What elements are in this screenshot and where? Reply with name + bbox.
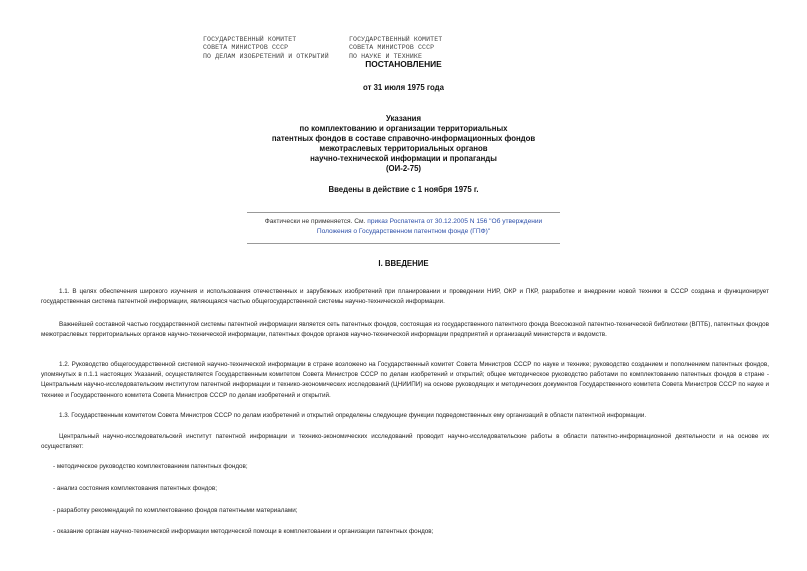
paragraph: 1.1. В целях обеспечения широкого изучения и использования отечественных и зарубежных изобретений при планировании и проведении НИР, ОКР и ПКР, разработке и внедрении новой техники в СССР создана и функционирует государственная система патентной информации, являющаяся частью общегосударственной системы научно-технической информации. [41,288,769,306]
issuer-left [203,36,329,61]
issuer-right-line: СОВЕТА МИНИСТРОВ СССР [349,44,435,52]
issuer-right [349,36,442,61]
status-note [247,217,560,236]
issuer-right-line: ГОСУДАРСТВЕННЫЙ КОМИТЕТ [349,36,443,43]
issuer-left-line: ГОСУДАРСТВЕННЫЙ КОМИТЕТ [203,36,297,43]
issuer-right-line: ПО НАУКЕ И ТЕХНИКЕ [349,52,423,60]
heading-line: научно-технической информации и пропаганды [310,154,497,163]
section-title: I. ВВЕДЕНИЕ [378,259,429,268]
list-item: - методическое руководство комплектованием патентных фондов; [53,463,248,470]
status-note-link[interactable]: приказ Роспатента от 30.12.2005 N 156 "Об утверждении Положения о Государственном патентном фонде (ГПФ)" [316,218,543,235]
list-item: - разработку рекомендаций по комплектованию фондов патентными материалами; [53,507,298,514]
effective-date: Введены в действие с 1 ноября 1975 г. [328,185,479,194]
issuer-left-line: СОВЕТА МИНИСТРОВ СССР [203,44,289,52]
heading-line: патентных фондов в составе справочно-информационных фондов [271,134,536,143]
document-title: ПОСТАНОВЛЕНИЕ [365,59,442,69]
divider [247,212,560,213]
document-date: от 31 июля 1975 года [363,83,444,92]
document-heading [0,114,807,174]
paragraph: 1.3. Государственным комитетом Совета Министров СССР по делам изобретений и открытий определены следующие функции подведомственных ему организаций в области патентной информации. [59,412,647,419]
issuer-left-line: ПО ДЕЛАМ ИЗОБРЕТЕНИЙ И ОТКРЫТИЙ [203,52,329,60]
heading-line: межотраслевых территориальных органов [319,144,488,153]
list-item: - оказание органам научно-технической информации методической помощи в комплектовании и организации патентных фондов; [53,528,434,535]
divider [247,243,560,244]
paragraph: 1.2. Руководство общегосударственной системой научно-технической информации в стране возложено на Государственный комитет Совета Министров СССР по науке и технике; руководство созданием и пополнением патентных фондов, упомянутых в п.1.1 настоящих Указаний, осуществляется Государственным комитетом Совета Министров СССР по делам изобретений и открытий; общее методическое руководство работами по комплектованию патентных фондов в стране - Центральным научно-исследовательским институтом патентной информации и технико-экономических исследований (ЦНИИПИ) на основе руководящих и методических документов Государственного комитета Совета Министров СССР по науке и технике и Государственного комитета Совета Министров СССР по делам изобретений и открытий. [41,361,769,399]
paragraph: Важнейшей составной частью государственной системы патентной информации является сеть патентных фондов, состоящая из государственного патентного фонда Всесоюзной патентно-технической библиотеки (ВПТБ), патентных фондов межотраслевых территориальных органов научно-технической информации, патентных фондов органов научно-технической информации предприятий и организаций министерств и ведомств. [41,321,769,339]
status-note-prefix: Фактически не применяется. См. [264,218,368,225]
heading-line: (ОИ-2-75) [385,164,422,173]
list-item: - анализ состояния комплектования патентных фондов; [53,485,218,492]
paragraph: Центральный научно-исследовательский институт патентной информации и технико-экономических исследований проводит научно-исследовательские работы в области патентно-информационной деятельности и на основе их осуществляет: [41,433,769,451]
heading-line: по комплектованию и организации территориальных [299,124,508,133]
heading-line: Указания [385,114,422,123]
